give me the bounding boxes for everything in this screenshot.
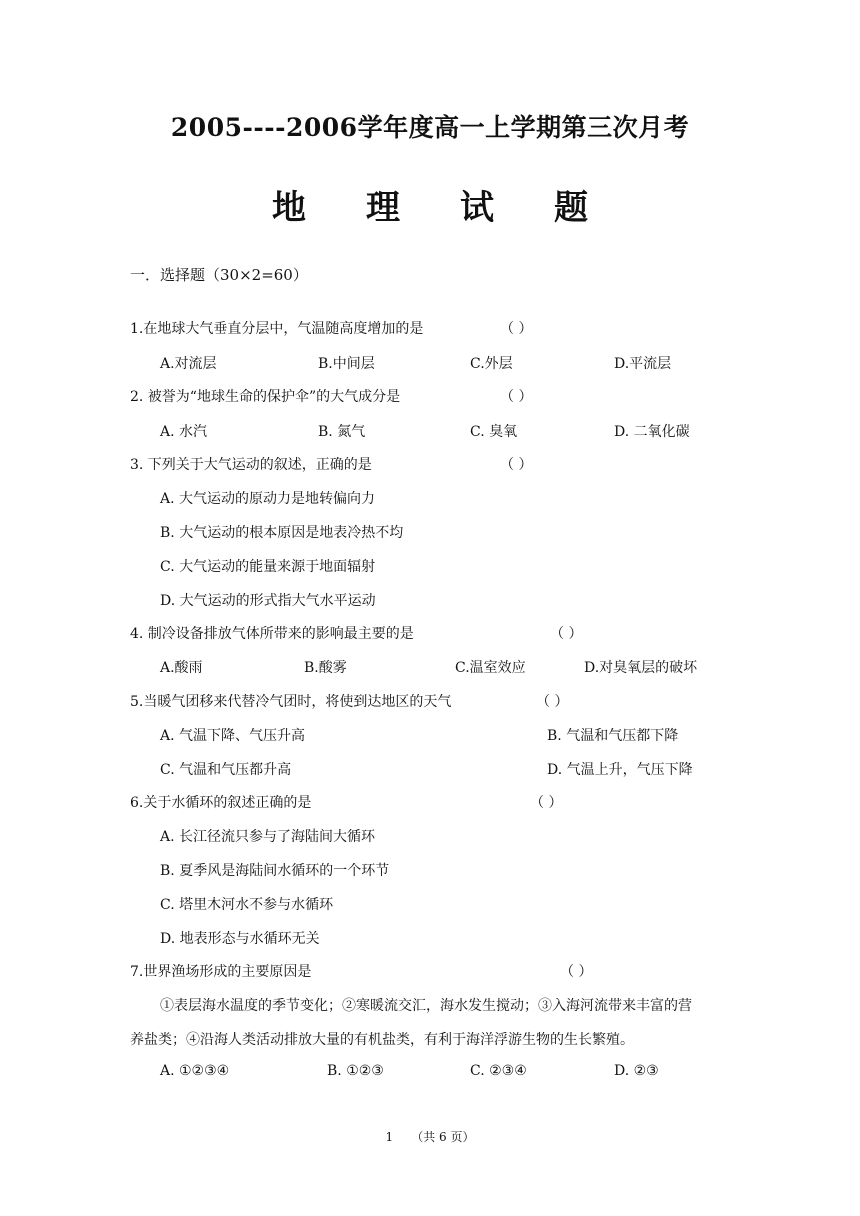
question-stem: 5.当暖气团移来代替冷气团时，将使到达地区的天气 xyxy=(130,694,452,710)
option: C. ②③④ xyxy=(470,1063,527,1079)
option: A.对流层 xyxy=(160,356,217,372)
question-stem: 4. 制冷设备排放气体所带来的影响最主要的是 xyxy=(130,626,414,642)
page-footer xyxy=(0,1128,860,1145)
option: C. 臭氧 xyxy=(470,424,518,440)
option: D. 地表形态与水循环无关 xyxy=(160,931,320,947)
answer-blank: （ ） xyxy=(536,694,569,710)
option: A.酸雨 xyxy=(160,660,203,676)
section-heading: 一．选择题（30×2=60） xyxy=(130,266,308,284)
subject-title-char: 题 xyxy=(554,188,588,228)
option: B. 氮气 xyxy=(318,424,366,440)
option: B.酸雾 xyxy=(304,660,347,676)
question-stem: 1.在地球大气垂直分层中，气温随高度增加的是 xyxy=(130,321,424,337)
answer-blank: （ ） xyxy=(560,964,593,980)
subject-title-char: 地 xyxy=(272,188,306,228)
option: A. 长江径流只参与了海陆间大循环 xyxy=(160,829,376,845)
question-stem: 7.世界渔场形成的主要原因是 xyxy=(130,964,312,980)
answer-blank: （ ） xyxy=(500,457,533,473)
answer-blank: （ ） xyxy=(500,321,533,337)
subject-title xyxy=(0,180,860,229)
option: C.温室效应 xyxy=(455,660,526,676)
option: D.平流层 xyxy=(614,356,672,372)
option: B. 夏季风是海陆间水循环的一个环节 xyxy=(160,863,390,879)
option: A. ①②③④ xyxy=(160,1063,230,1079)
option: B. 大气运动的根本原因是地表冷热不均 xyxy=(160,525,404,541)
subject-title-char: 试 xyxy=(460,188,494,228)
question-stem: 3. 下列关于大气运动的叙述，正确的是 xyxy=(130,457,372,473)
answer-blank: （ ） xyxy=(500,389,533,405)
question-stem: 6.关于水循环的叙述正确的是 xyxy=(130,795,312,811)
option: B.中间层 xyxy=(318,356,375,372)
question-text: 养盐类；④沿海人类活动排放大量的有机盐类，有利于海洋浮游生物的生长繁殖。 xyxy=(130,1032,634,1048)
answer-blank: （ ） xyxy=(530,795,563,811)
option: D. 大气运动的形式指大气水平运动 xyxy=(160,593,376,609)
subject-title-char: 理 xyxy=(366,188,400,228)
exam-title: 2005----2006学年度高一上学期第三次月考 xyxy=(170,113,690,142)
option: D. ②③ xyxy=(614,1063,659,1079)
option: C. 气温和气压都升高 xyxy=(160,762,292,778)
option: A. 水汽 xyxy=(160,424,208,440)
page-number: 1 xyxy=(385,1130,394,1144)
option: B. ①②③ xyxy=(327,1063,384,1079)
option: A. 气温下降、气压升高 xyxy=(160,728,306,744)
question-stem: 2. 被誉为“地球生命的保护伞”的大气成分是 xyxy=(130,389,401,405)
option: B. 气温和气压都下降 xyxy=(547,728,679,744)
option: A. 大气运动的原动力是地转偏向力 xyxy=(160,491,376,507)
option: D. 气温上升，气压下降 xyxy=(547,762,693,778)
option: D.对臭氧层的破坏 xyxy=(584,660,698,676)
option: C. 塔里木河水不参与水循环 xyxy=(160,897,334,913)
answer-blank: （ ） xyxy=(550,626,583,642)
question-text: ①表层海水温度的季节变化；②寒暖流交汇，海水发生搅动；③入海河流带来丰富的营 xyxy=(160,998,692,1014)
option: C.外层 xyxy=(470,356,513,372)
option: C. 大气运动的能量来源于地面辐射 xyxy=(160,559,376,575)
page-total: （共 6 页） xyxy=(411,1130,475,1144)
option: D. 二氧化碳 xyxy=(614,424,690,440)
